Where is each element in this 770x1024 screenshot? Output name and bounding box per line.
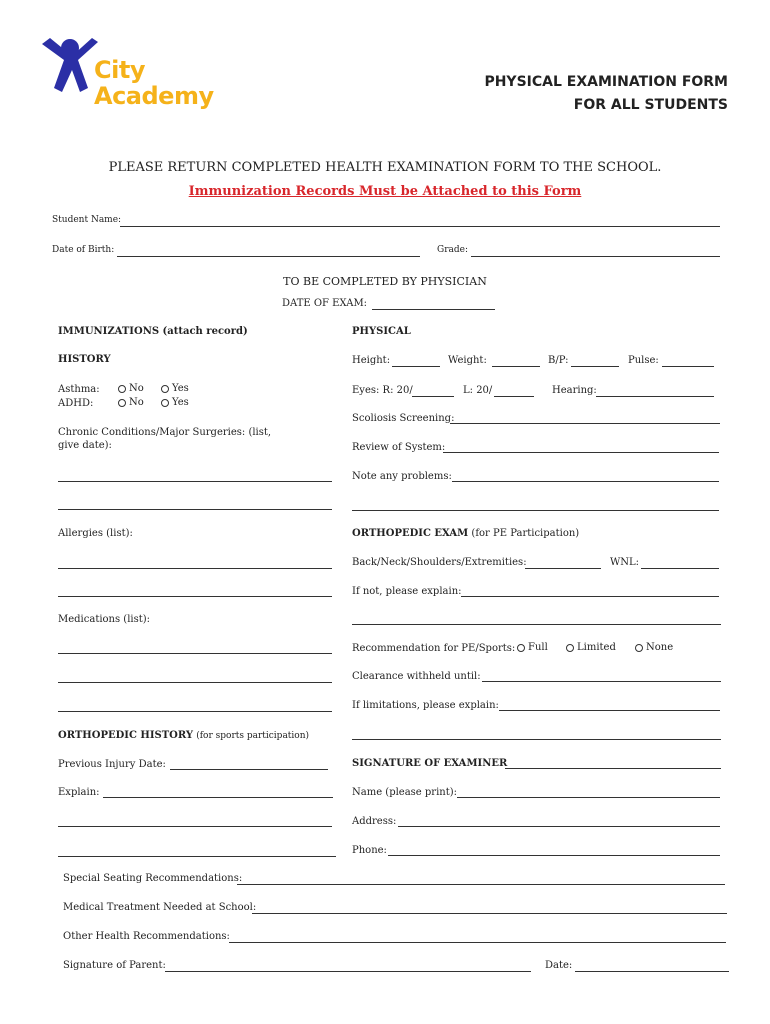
prev-injury-field[interactable] <box>170 769 328 770</box>
grade-field[interactable] <box>471 256 720 257</box>
eyes-right-field[interactable] <box>412 396 454 397</box>
seating-label: Special Seating Recommendations: <box>63 873 243 884</box>
immunization-notice <box>0 180 770 199</box>
chronic-label-1: Chronic Conditions/Major Surgeries: (list, <box>58 427 272 438</box>
wnl-label: WNL: <box>610 557 640 568</box>
adhd-yes-label: Yes <box>172 397 189 408</box>
logo-line1: City <box>94 56 145 84</box>
if-not-label: If not, please explain: <box>352 586 462 597</box>
phone-label: Phone: <box>352 845 387 856</box>
medications-field-1[interactable] <box>58 653 332 654</box>
weight-field[interactable] <box>492 366 540 367</box>
scoliosis-label: Scoliosis Screening: <box>352 413 455 424</box>
problems-label: Note any problems: <box>352 471 452 482</box>
asthma-no-radio[interactable] <box>118 385 126 393</box>
allergies-label: Allergies (list): <box>58 528 133 539</box>
none-label: None <box>646 642 674 653</box>
bp-field[interactable] <box>571 366 619 367</box>
ortho-exam-note: (for PE Participation) <box>471 528 580 539</box>
dob-label: Date of Birth: <box>52 245 115 255</box>
back-label: Back/Neck/Shoulders/Extremities: <box>352 557 527 568</box>
name-print-field[interactable] <box>457 797 720 798</box>
address-field[interactable] <box>398 826 720 827</box>
if-not-field-1[interactable] <box>461 596 719 597</box>
wnl-field[interactable] <box>641 568 719 569</box>
adhd-no-radio[interactable] <box>118 399 126 407</box>
hearing-field[interactable] <box>596 396 714 397</box>
review-label: Review of System: <box>352 442 446 453</box>
height-field[interactable] <box>392 366 440 367</box>
problems-field-2[interactable] <box>352 510 719 511</box>
physician-heading: TO BE COMPLETED BY PHYSICIAN <box>283 275 487 288</box>
explain-field-2[interactable] <box>58 826 332 827</box>
asthma-yes-radio[interactable] <box>161 385 169 393</box>
limited-radio[interactable] <box>566 644 574 652</box>
immunizations-heading: IMMUNIZATIONS (attach record) <box>58 326 248 337</box>
ortho-history-heading <box>58 730 309 741</box>
pulse-field[interactable] <box>662 366 714 367</box>
asthma-label: Asthma: <box>58 384 100 395</box>
if-not-field-2[interactable] <box>352 624 721 625</box>
back-field[interactable] <box>525 568 601 569</box>
adhd-label: ADHD: <box>58 398 94 409</box>
adhd-yes-radio[interactable] <box>161 399 169 407</box>
city-academy-logo <box>36 36 216 122</box>
exam-date-field[interactable] <box>372 309 495 310</box>
problems-field-1[interactable] <box>452 481 719 482</box>
weight-label: Weight: <box>448 355 487 366</box>
eyes-right-label: Eyes: R: 20/ <box>352 385 413 396</box>
eyes-left-field[interactable] <box>494 396 534 397</box>
pulse-label: Pulse: <box>628 355 659 366</box>
ortho-history-note: (for sports participation) <box>196 731 310 741</box>
limitations-field-2[interactable] <box>352 739 721 740</box>
chronic-label-2: give date): <box>58 440 112 451</box>
immunization-notice-text: Immunization Records Must be Attached to this Form <box>188 184 582 199</box>
name-print-label: Name (please print): <box>352 787 458 798</box>
asthma-yes-label: Yes <box>172 383 189 394</box>
treatment-label: Medical Treatment Needed at School: <box>63 902 257 913</box>
form-title-line1: PHYSICAL EXAMINATION FORM <box>484 74 728 90</box>
explain-label: Explain: <box>58 787 100 798</box>
chronic-field-2[interactable] <box>58 509 332 510</box>
history-heading: HISTORY <box>58 354 111 365</box>
other-field[interactable] <box>229 942 726 943</box>
asthma-no-label: No <box>129 383 144 394</box>
clearance-field[interactable] <box>482 681 721 682</box>
bp-label: B/P: <box>548 355 569 366</box>
other-label: Other Health Recommendations: <box>63 931 230 942</box>
form-title <box>408 71 728 117</box>
address-label: Address: <box>352 816 397 827</box>
adhd-no-option[interactable] <box>118 397 144 408</box>
student-name-field[interactable] <box>120 226 720 227</box>
review-field[interactable] <box>443 452 719 453</box>
parent-signature-label: Signature of Parent: <box>63 960 166 971</box>
ortho-exam-title: ORTHOPEDIC EXAM <box>352 528 469 539</box>
adhd-yes-option[interactable] <box>161 397 189 408</box>
hearing-label: Hearing: <box>552 385 597 396</box>
medications-field-3[interactable] <box>58 711 332 712</box>
signature-examiner-field[interactable] <box>505 768 721 769</box>
limited-label: Limited <box>577 642 616 653</box>
phone-field[interactable] <box>388 855 720 856</box>
none-option[interactable] <box>635 642 673 653</box>
exam-date-label: DATE OF EXAM: <box>282 298 368 309</box>
full-label: Full <box>528 642 548 653</box>
full-radio[interactable] <box>517 644 525 652</box>
eyes-left-label: L: 20/ <box>463 385 493 396</box>
date-label: Date: <box>545 960 573 971</box>
asthma-yes-option[interactable] <box>161 383 189 394</box>
height-label: Height: <box>352 355 391 366</box>
limitations-field-1[interactable] <box>499 710 720 711</box>
scoliosis-field[interactable] <box>450 423 720 424</box>
asthma-no-option[interactable] <box>118 383 144 394</box>
limited-option[interactable] <box>566 642 616 653</box>
medications-field-2[interactable] <box>58 682 332 683</box>
form-title-line2: FOR ALL STUDENTS <box>573 97 728 113</box>
explain-field-3[interactable] <box>58 856 336 857</box>
allergies-field-2[interactable] <box>58 596 332 597</box>
prev-injury-label: Previous Injury Date: <box>58 759 166 770</box>
signature-examiner-label: SIGNATURE OF EXAMINER <box>352 758 508 769</box>
recommendation-label: Recommendation for PE/Sports: <box>352 643 516 654</box>
none-radio[interactable] <box>635 644 643 652</box>
physical-heading: PHYSICAL <box>352 326 411 337</box>
full-option[interactable] <box>517 642 548 653</box>
treatment-field[interactable] <box>252 913 727 914</box>
chronic-field-1[interactable] <box>58 481 332 482</box>
ortho-exam-heading <box>352 528 579 539</box>
dob-field[interactable] <box>117 256 420 257</box>
medications-label: Medications (list): <box>58 614 151 625</box>
ortho-history-title: ORTHOPEDIC HISTORY <box>58 730 194 741</box>
adhd-no-label: No <box>129 397 144 408</box>
explain-field-1[interactable] <box>103 797 333 798</box>
seating-field[interactable] <box>237 884 725 885</box>
student-name-label: Student Name: <box>52 215 122 225</box>
date-field[interactable] <box>575 971 729 972</box>
allergies-field-1[interactable] <box>58 568 332 569</box>
clearance-label: Clearance withheld until: <box>352 671 481 682</box>
grade-label: Grade: <box>437 245 468 255</box>
limitations-label: If limitations, please explain: <box>352 700 499 711</box>
return-notice: PLEASE RETURN COMPLETED HEALTH EXAMINATION FORM TO THE SCHOOL. <box>108 160 662 175</box>
logo-line2: Academy <box>94 82 214 110</box>
parent-signature-field[interactable] <box>165 971 531 972</box>
